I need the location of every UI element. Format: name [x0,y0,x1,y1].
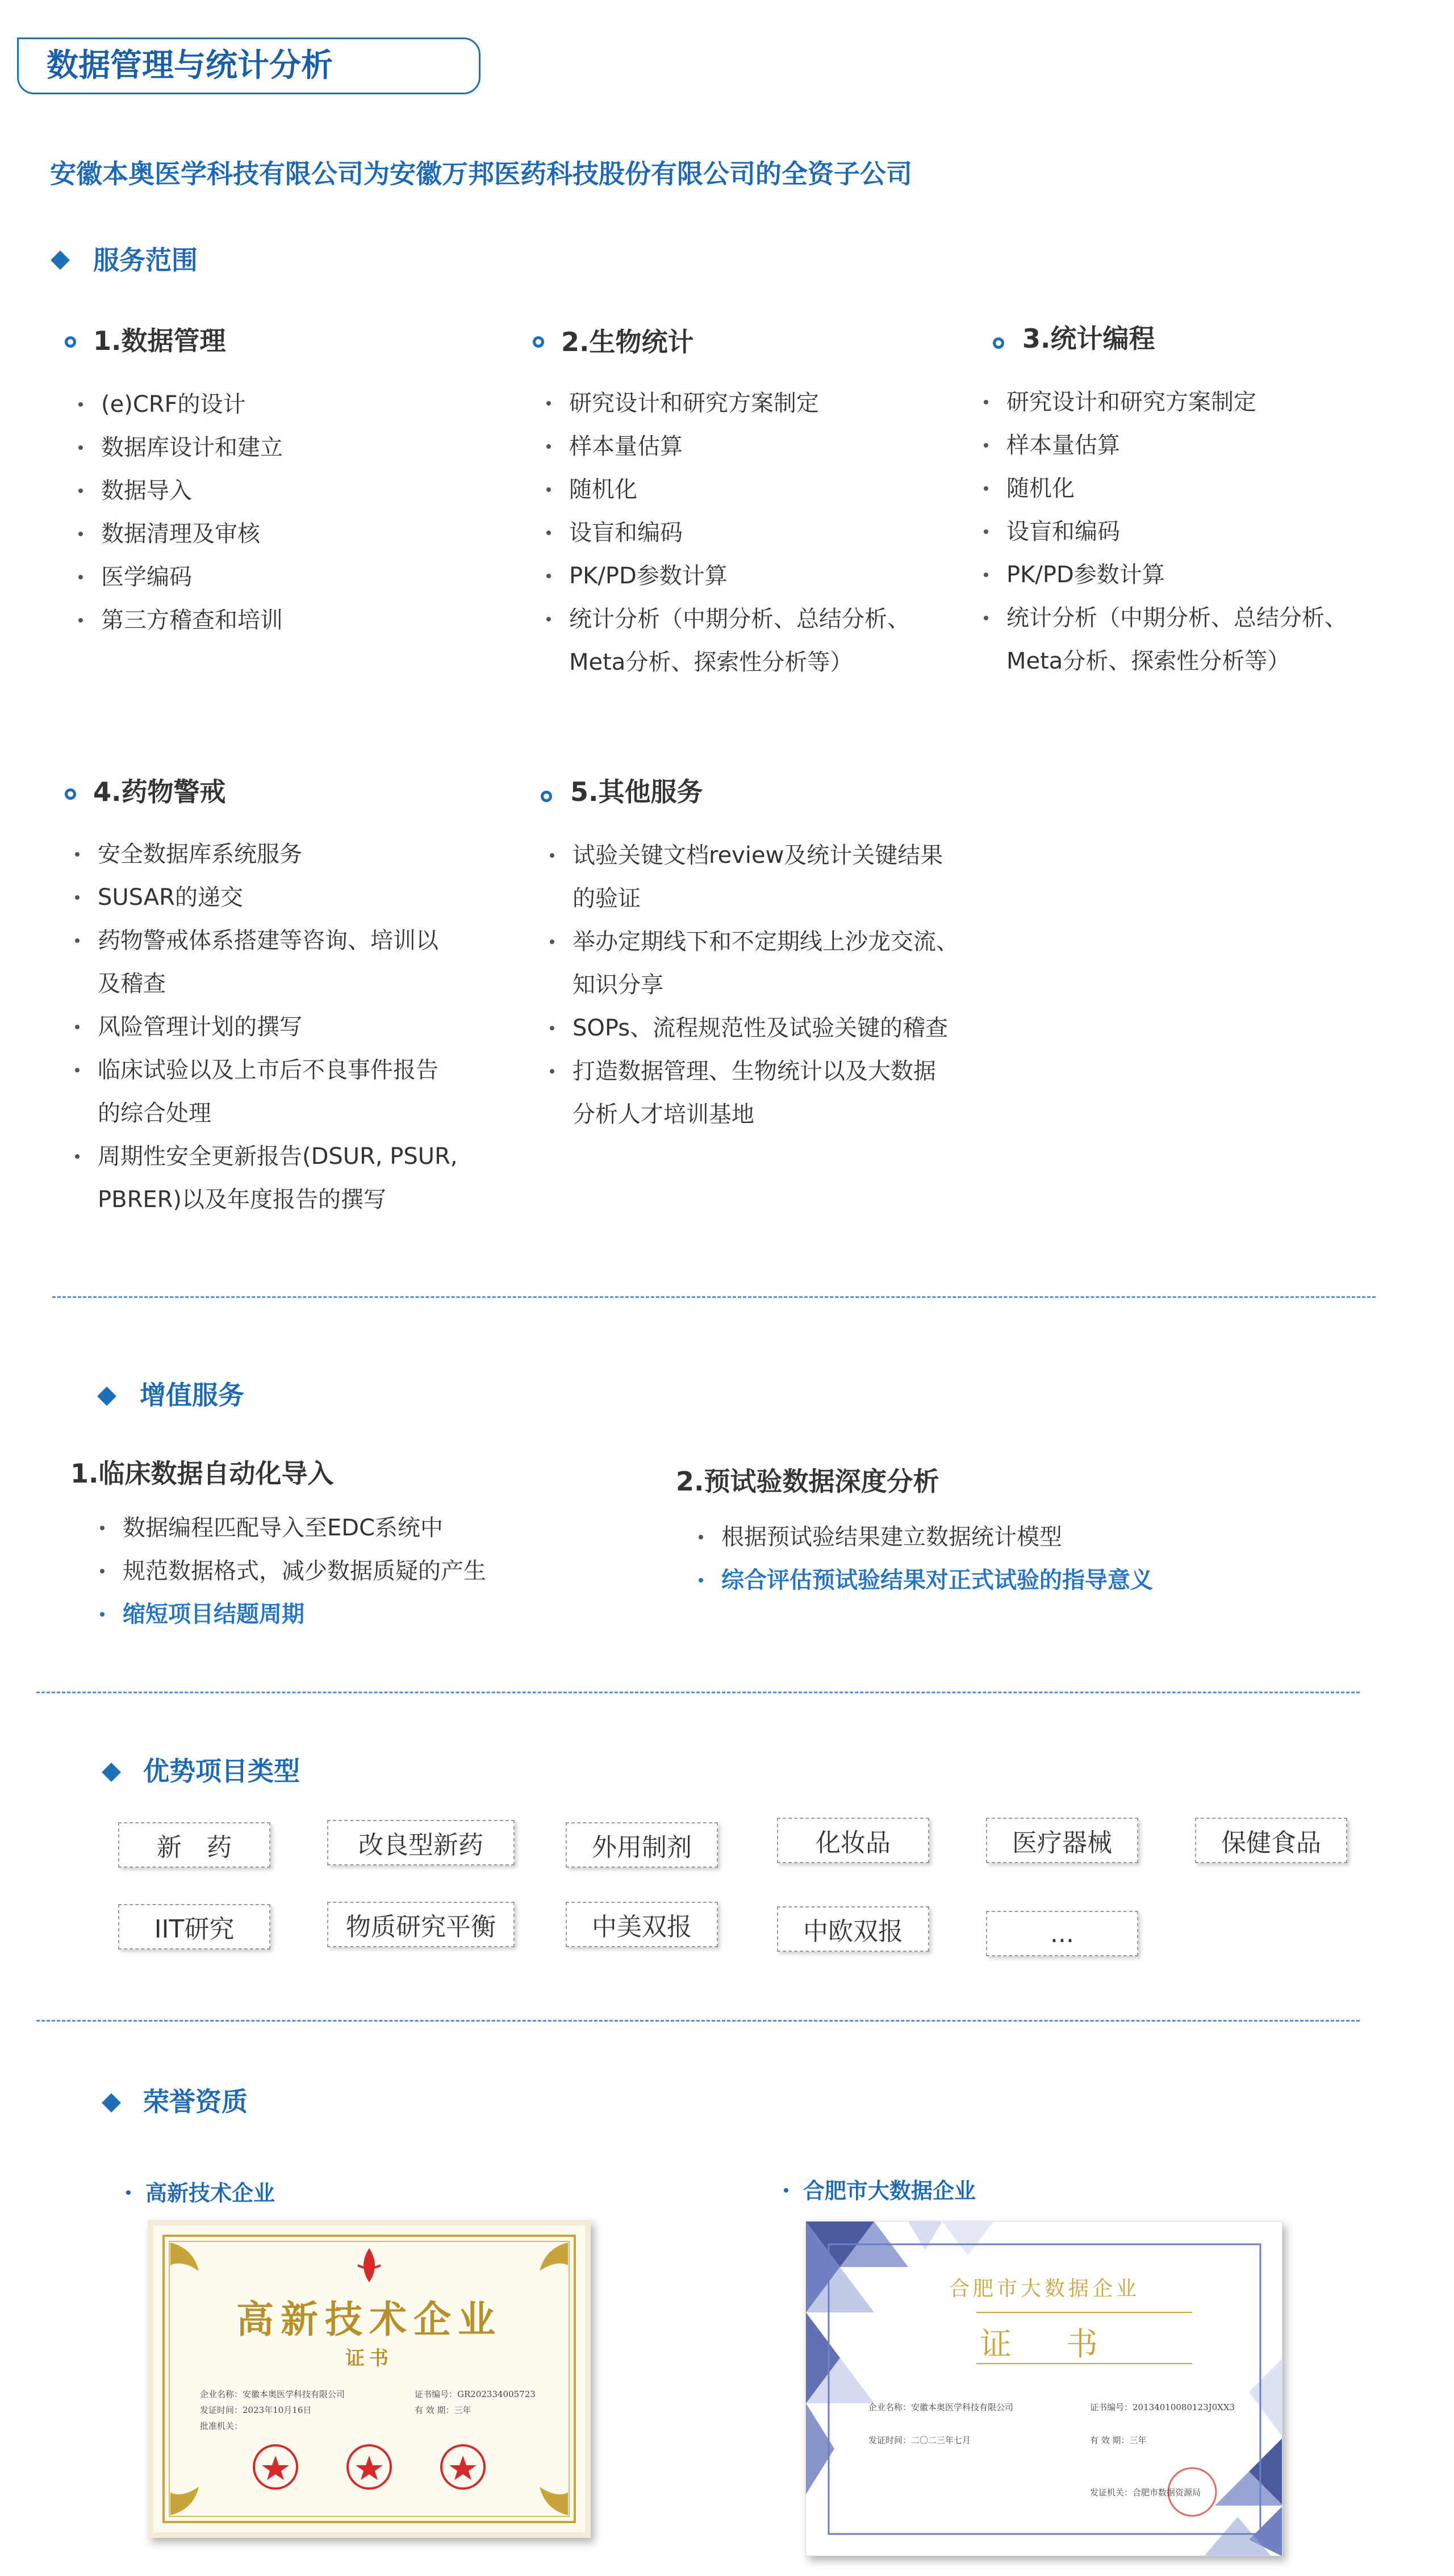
tag-improved-new-drug: 改良型新药 [327,1820,515,1865]
tag-topical-preparation: 外用制剂 [566,1822,718,1868]
cert-org-label: 发证机关： [1090,2487,1133,2498]
dashed-divider [36,2020,1360,2022]
cert-valid: 三年 [1129,2435,1147,2445]
list-item: 设盲和编码 [979,510,1434,553]
certificate-high-tech [148,2220,591,2538]
list-item: 随机化 [979,467,1434,510]
list-item: 统计分析（中期分析、总结分析、 [542,598,985,641]
dashed-divider [36,1692,1360,1693]
cert-org: 合肥市数据资源局 [1133,2487,1201,2498]
list-item: 周期性安全更新报告(DSUR, PSUR, [70,1135,536,1178]
cert-company-label: 企业名称： [200,2389,243,2399]
section-title-value-added: 增值服务 [140,1380,244,1410]
list-other-services [545,834,1011,1136]
list-item-continued: 的验证 [573,886,641,912]
diamond-bullet-icon [97,1387,116,1406]
list-data-management [74,383,505,642]
list-item-continued: 的综合处理 [98,1100,211,1126]
tag-medical-devices: 医疗器械 [986,1818,1138,1863]
section-title-service-scope: 服务范围 [93,245,198,275]
bullet-dot-icon [126,2190,131,2195]
list-item: 举办定期线下和不定期线上沙龙交流、 [545,920,1011,963]
tag-substance-balance: 物质研究平衡 [327,1902,515,1947]
cert-no: 20134010080123J0XX3 [1133,2402,1235,2412]
list-item: 根据预试验结果建立数据统计模型 [694,1515,1376,1559]
tag-health-food: 保健食品 [1195,1818,1347,1863]
section-title-honors: 荣誉资质 [143,2086,248,2117]
dashed-divider [52,1296,1376,1298]
col-title-statistical-programming: 3.统计编程 [1022,323,1155,354]
list-item: SOPs、流程规范性及试验关键的稽查 [545,1007,1011,1050]
list-auto-import [95,1506,663,1636]
list-item-continued: 及稽查 [98,971,166,997]
circle-bullet-icon [993,337,1004,349]
cert-date-label: 发证时间： [868,2435,912,2445]
circle-bullet-icon [541,791,552,802]
list-item: 数据库设计和建立 [74,426,505,469]
cert-date-label: 发证时间： [200,2405,243,2415]
certificate-title: 合肥市大数据企业 [949,2277,1140,2301]
tag-us-china-filing: 中美双报 [566,1902,718,1947]
tag-new-drug: 新 药 [118,1822,270,1868]
page-title: 数据管理与统计分析 [47,47,333,84]
certificate-pattern-icon [806,2222,1282,2556]
list-item: SUSAR的递交 [70,876,536,919]
cert-no: GR202334005723 [457,2389,536,2399]
list-item-continued: 知识分享 [573,972,663,998]
col-title-pharmacovigilance: 4.药物警戒 [93,776,226,807]
list-item: 风险管理计划的撰写 [70,1005,536,1049]
tag-eu-china-filing: 中欧双报 [777,1906,929,1952]
certificate-big-data [805,2221,1282,2556]
cert-date: 二〇二三年七月 [911,2435,971,2445]
list-item: 研究设计和研究方案制定 [542,382,985,425]
cert-valid-label: 有 效 期： [415,2405,454,2415]
list-item: 数据导入 [74,469,505,512]
col-title-biostatistics: 2.生物统计 [561,327,694,357]
circle-bullet-icon [65,788,76,800]
col-title-data-management: 1.数据管理 [93,325,226,356]
list-biostatistics [542,382,985,684]
bullet-dot-icon [784,2188,788,2193]
circle-bullet-icon [533,336,544,348]
section-title-advantages: 优势项目类型 [143,1756,300,1786]
list-item: 数据编程匹配导入至EDC系统中 [95,1506,663,1550]
seal-icon [153,2436,585,2504]
cert-no-label: 证书编号： [415,2389,458,2399]
tag-cosmetics: 化妆品 [777,1818,929,1863]
list-item: (e)CRF的设计 [74,383,505,426]
list-item: 设盲和编码 [542,511,985,554]
list-item: 数据清理及审核 [74,512,505,556]
honor-label-big-data: 合肥市大数据企业 [803,2178,976,2203]
list-item: 临床试验以及上市后不良事件报告 [70,1049,536,1092]
list-item: 随机化 [542,468,985,511]
list-pharmacovigilance [70,833,536,1221]
list-item: 样本量估算 [979,424,1434,467]
cert-date: 2023年10月16日 [243,2405,312,2415]
list-item-continued: Meta分析、探索性分析等） [1006,648,1290,674]
honor-label-high-tech: 高新技术企业 [145,2181,275,2206]
list-item-highlight: 缩短项目结题周期 [95,1593,663,1636]
list-item-highlight: 综合评估预试验结果对正式试验的指导意义 [694,1559,1376,1602]
list-item: 打造数据管理、生物统计以及大数据 [545,1050,1011,1093]
circle-bullet-icon [65,336,76,348]
list-item: 试验关键文档review及统计关键结果 [545,834,1011,877]
diamond-bullet-icon [102,1763,121,1782]
list-item: 规范数据格式，减少数据质疑的产生 [95,1550,663,1593]
list-item-continued: PBRER)以及年度报告的撰写 [98,1187,387,1213]
diamond-bullet-icon [102,2093,121,2112]
list-statistical-programming [979,381,1434,683]
cert-no-label: 证书编号： [1090,2402,1133,2412]
cert-company: 安徽本奥医学科技有限公司 [911,2402,1014,2412]
list-item: 第三方稽查和培训 [74,599,505,642]
list-item: 药物警戒体系搭建等咨询、培训以 [70,919,536,962]
block-title-auto-import: 1.临床数据自动化导入 [70,1458,334,1489]
cert-valid: 三年 [454,2405,471,2415]
list-item-continued: 分析人才培训基地 [573,1101,754,1128]
block-title-pretrial-analysis: 2.预试验数据深度分析 [676,1466,939,1497]
list-item: 研究设计和研究方案制定 [979,381,1434,424]
list-item: 统计分析（中期分析、总结分析、 [979,596,1434,640]
cert-company-label: 企业名称： [868,2402,912,2412]
tag-iit-research: IIT研究 [118,1904,270,1949]
certificate-title: 高新技术企业 [236,2297,502,2341]
cert-company: 安徽本奥医学科技有限公司 [243,2389,345,2399]
certificate-subtitle: 证书 [345,2347,393,2370]
list-item: PK/PD参数计算 [979,553,1434,596]
diamond-bullet-icon [51,250,70,270]
list-pretrial-analysis [694,1515,1376,1602]
list-item: 样本量估算 [542,425,985,468]
tag-more: ... [986,1911,1138,1956]
certificate-subtitle: 证 书 [980,2326,1109,2363]
list-item: 安全数据库系统服务 [70,833,536,876]
col-title-other-services: 5.其他服务 [570,776,703,807]
cert-org-label: 批准机关： [200,2421,243,2431]
company-subtitle: 安徽本奥医学科技有限公司为安徽万邦医药科技股份有限公司的全资子公司 [50,158,912,189]
list-item: 医学编码 [74,556,505,599]
list-item: PK/PD参数计算 [542,554,985,598]
cert-valid-label: 有 效 期： [1090,2435,1130,2445]
list-item-continued: Meta分析、探索性分析等） [569,649,853,675]
